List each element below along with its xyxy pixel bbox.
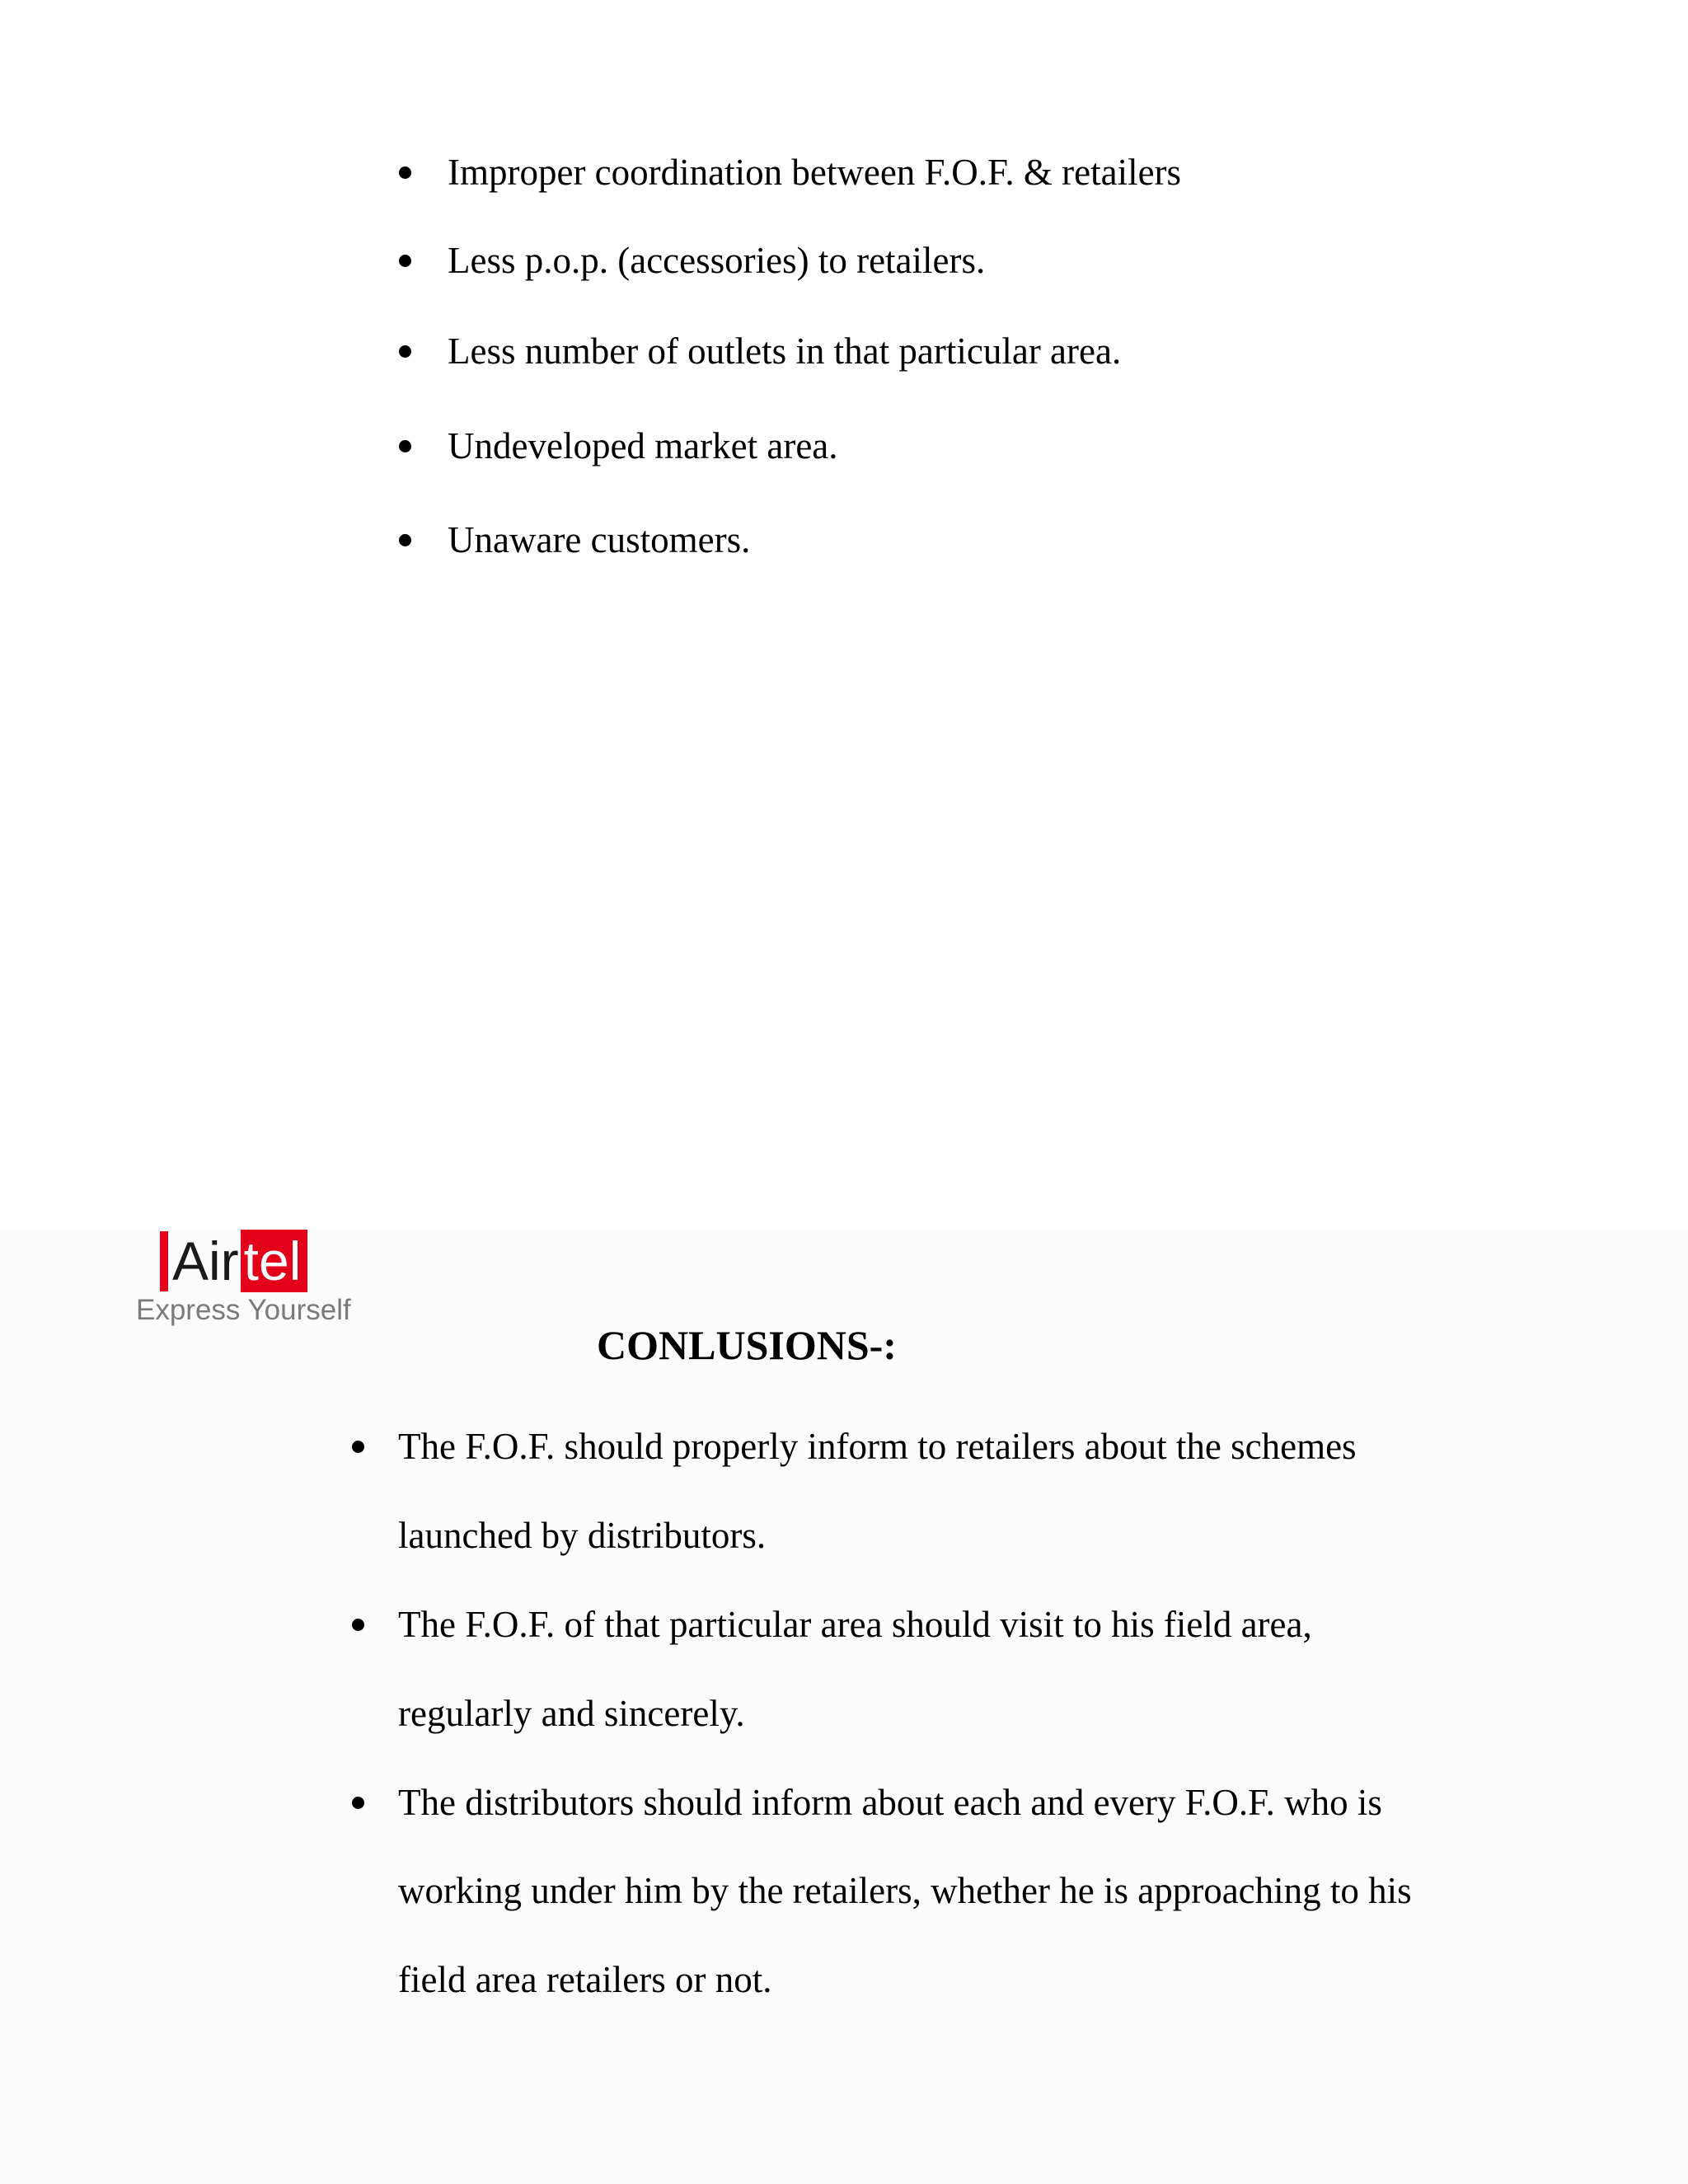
list-item-text: Unaware customers. — [448, 519, 751, 560]
bullet-icon — [352, 1619, 364, 1631]
conclusions-heading: CONLUSIONS-: — [597, 1322, 897, 1368]
list-item-line: The F.O.F. of that particular area should visit to his field area, — [398, 1604, 1312, 1645]
bullet-icon — [352, 1441, 364, 1453]
list-item-line: The F.O.F. should properly inform to retailers about the schemes — [398, 1426, 1357, 1467]
logo-word-part1: Air — [172, 1230, 239, 1291]
list-item-line: working under him by the retailers, whether he is approaching to his — [398, 1870, 1412, 1911]
list-item-line: The distributors should inform about each and every F.O.F. who is — [398, 1782, 1382, 1823]
list-item-text: Undeveloped market area. — [448, 425, 838, 466]
list-item-line: regularly and sincerely. — [398, 1693, 745, 1734]
logo-tagline: Express Yourself — [136, 1294, 351, 1326]
list-item-text: Improper coordination between F.O.F. & retailers — [448, 152, 1182, 193]
list-item-line: field area retailers or not. — [398, 1959, 772, 2000]
bullet-icon — [352, 1797, 364, 1809]
logo-word-part2: tel — [241, 1230, 308, 1292]
list-item-text: Less number of outlets in that particular area. — [448, 330, 1122, 372]
list-item-text: Less p.o.p. (accessories) to retailers. — [448, 240, 986, 281]
list-item-line: launched by distributors. — [398, 1515, 767, 1556]
